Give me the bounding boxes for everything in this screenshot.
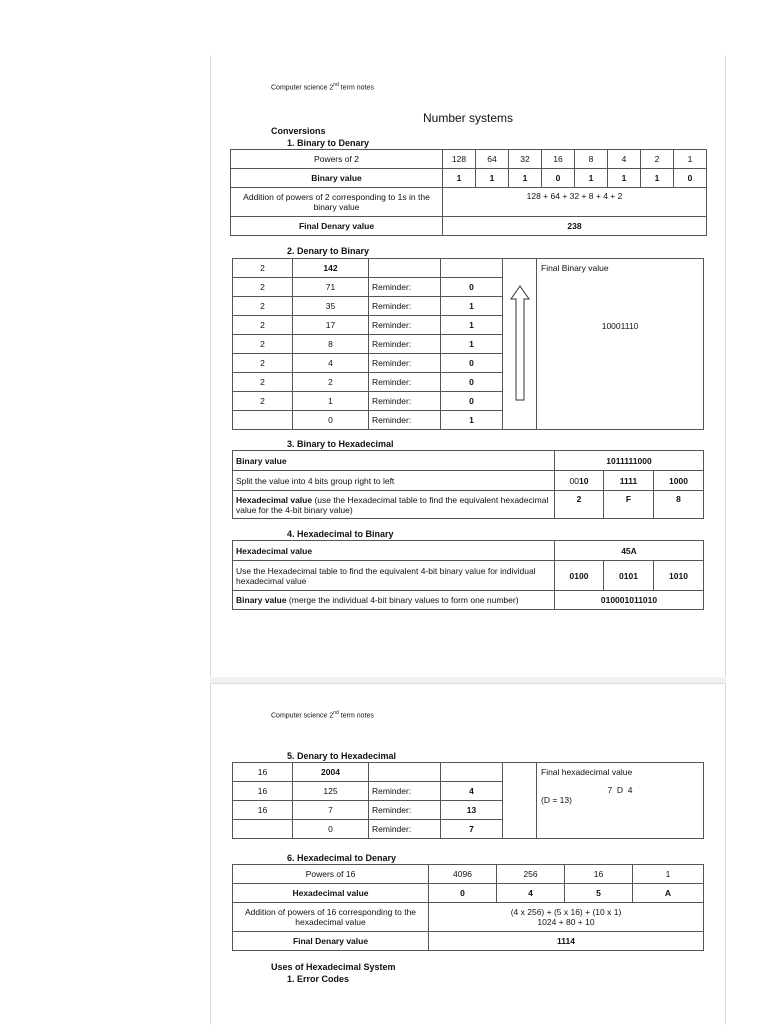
quotient-cell: 7 (293, 801, 369, 820)
denary-to-hex-table (232, 762, 704, 839)
bit-cell: 1 (575, 169, 608, 188)
powers-row (231, 150, 707, 169)
bit-cell: 1 (509, 169, 542, 188)
final-row (233, 932, 704, 951)
reminder-label: Reminder: (369, 316, 441, 335)
group-cell (555, 471, 604, 491)
page-header-note (271, 82, 374, 91)
reminder-value: 0 (441, 373, 503, 392)
bit-cell: 1 (608, 169, 641, 188)
addition-value: 128 + 64 + 32 + 8 + 4 + 2 (443, 188, 707, 217)
divisor-cell: 16 (233, 801, 293, 820)
quotient-cell: 2004 (293, 763, 369, 782)
bit-cell: 1 (641, 169, 674, 188)
header-suffix: term notes (338, 84, 374, 92)
final-hex-cell (537, 763, 704, 839)
final-binary-label: Final Binary value (541, 263, 609, 273)
division-row (233, 763, 704, 782)
quotient-cell: 71 (293, 278, 369, 297)
hex-value-label-bold: Hexadecimal value (236, 494, 313, 505)
binary-value-row (233, 451, 704, 471)
quotient-cell: 2 (293, 373, 369, 392)
header-text: Computer science 2 (271, 84, 334, 92)
reminder-value (441, 763, 503, 782)
divisor-cell: 2 (233, 297, 293, 316)
final-binary-cell (537, 259, 704, 430)
nibble-cell: 1010 (654, 561, 704, 591)
reminder-value: 1 (441, 297, 503, 316)
power-cell: 256 (497, 865, 565, 884)
final-label: Final Denary value (233, 932, 429, 951)
final-label: Final Denary value (231, 217, 443, 236)
quotient-cell: 35 (293, 297, 369, 316)
quotient-cell: 125 (293, 782, 369, 801)
reminder-value: 0 (441, 278, 503, 297)
final-value: 1114 (429, 932, 704, 951)
divisor-cell (233, 411, 293, 430)
addition-line-2: 1024 + 80 + 10 (537, 917, 595, 927)
page-header-note (271, 710, 374, 719)
powers-label: Powers of 2 (231, 150, 443, 169)
reminder-value: 0 (441, 392, 503, 411)
section-heading-binary-to-hex: 3. Binary to Hexadecimal (287, 439, 394, 449)
division-row (233, 259, 704, 278)
quotient-cell: 0 (293, 820, 369, 839)
blank-column (503, 763, 537, 839)
hex-digit-cell: F (604, 491, 654, 519)
section-heading-hex-to-denary: 6. Hexadecimal to Denary (287, 853, 397, 863)
split-row (233, 471, 704, 491)
divisor-cell: 16 (233, 763, 293, 782)
reminder-label: Reminder: (369, 782, 441, 801)
reminder-label: Reminder: (369, 820, 441, 839)
header-sup: nd (333, 710, 339, 716)
section-heading-denary-to-binary: 2. Denary to Binary (287, 246, 370, 256)
group-digits: 10 (579, 475, 589, 486)
reminder-value: 7 (441, 820, 503, 839)
hex-digit-cell: 0 (429, 884, 497, 903)
hex-digit-row (233, 884, 704, 903)
power-cell: 16 (542, 150, 575, 169)
divisor-cell: 16 (233, 782, 293, 801)
reminder-value (441, 259, 503, 278)
divisor-cell: 2 (233, 278, 293, 297)
addition-row (233, 903, 704, 932)
hex-digit-cell: 4 (497, 884, 565, 903)
use-table-label: Use the Hexadecimal table to find the equivalent 4-bit binary value for individual hexadecimal value (233, 561, 555, 591)
power-cell: 4 (608, 150, 641, 169)
bit-cell: 0 (542, 169, 575, 188)
power-cell: 16 (565, 865, 633, 884)
powers-row (233, 865, 704, 884)
power-cell: 2 (641, 150, 674, 169)
bit-cell: 1 (443, 169, 476, 188)
section-heading-denary-to-hex: 5. Denary to Hexadecimal (287, 751, 397, 761)
power-cell: 4096 (429, 865, 497, 884)
split-label: Split the value into 4 bits group right to left (233, 471, 555, 491)
final-row (231, 217, 707, 236)
final-binary-value: 10001110 (601, 321, 639, 331)
hex-value-label (233, 491, 555, 519)
hex-digit-cell: 2 (555, 491, 604, 519)
hex-value-label: Hexadecimal value (233, 884, 429, 903)
nibble-cell: 0100 (555, 561, 604, 591)
reminder-value: 1 (441, 335, 503, 354)
powers-label: Powers of 16 (233, 865, 429, 884)
header-suffix: term notes (338, 712, 374, 720)
addition-label: Addition of powers of 2 corresponding to 1s in the binary value (231, 188, 443, 217)
reminder-label: Reminder: (369, 278, 441, 297)
binary-value-row (233, 591, 704, 610)
reminder-value: 13 (441, 801, 503, 820)
binary-value: 1011111000 (555, 451, 704, 471)
binary-to-denary-table (230, 149, 707, 236)
hex-to-denary-table (232, 864, 704, 951)
power-cell: 64 (476, 150, 509, 169)
divisor-cell: 2 (233, 354, 293, 373)
reminder-label: Reminder: (369, 354, 441, 373)
quotient-cell: 17 (293, 316, 369, 335)
up-arrow-icon (509, 284, 531, 404)
hex-digit-cell: 5 (565, 884, 633, 903)
arrow-column (503, 259, 537, 430)
hex-value-row (233, 491, 704, 519)
nibble-row (233, 561, 704, 591)
reminder-value: 0 (441, 354, 503, 373)
hex-digit-cell: A (633, 884, 704, 903)
power-cell: 1 (633, 865, 704, 884)
denary-to-binary-table (232, 258, 704, 430)
quotient-cell: 8 (293, 335, 369, 354)
quotient-cell: 142 (293, 259, 369, 278)
divisor-cell: 2 (233, 392, 293, 411)
reminder-label (369, 763, 441, 782)
divisor-cell: 2 (233, 335, 293, 354)
reminder-label (369, 259, 441, 278)
binary-value-label-rest: (merge the individual 4-bit binary values to form one number) (286, 595, 519, 605)
uses-item-error-codes: 1. Error Codes (287, 974, 350, 982)
hex-to-binary-table (232, 540, 704, 610)
hex-value: 45A (555, 541, 704, 561)
uses-heading: Uses of Hexadecimal System (271, 962, 396, 972)
addition-value (429, 903, 704, 932)
binary-to-hex-table (232, 450, 704, 519)
addition-row (231, 188, 707, 217)
page-title: Number systems (423, 111, 514, 125)
header-sup: nd (333, 82, 339, 88)
power-cell: 8 (575, 150, 608, 169)
quotient-cell: 0 (293, 411, 369, 430)
reminder-value: 1 (441, 316, 503, 335)
binary-value-label: Binary value (233, 451, 555, 471)
binary-value-label (233, 591, 555, 610)
divisor-cell: 2 (233, 259, 293, 278)
hex-note: (D = 13) (541, 795, 572, 805)
quotient-cell: 1 (293, 392, 369, 411)
reminder-label: Reminder: (369, 801, 441, 820)
binary-row (231, 169, 707, 188)
final-hex-label: Final hexadecimal value (541, 767, 633, 777)
hex-value-row (233, 541, 704, 561)
reminder-label: Reminder: (369, 392, 441, 411)
bit-cell: 1 (476, 169, 509, 188)
header-text: Computer science 2 (271, 712, 334, 720)
power-cell: 128 (443, 150, 476, 169)
addition-line-1: (4 x 256) + (5 x 16) + (10 x 1) (510, 907, 622, 917)
group-padding: 00 (569, 475, 579, 486)
quotient-cell: 4 (293, 354, 369, 373)
final-value: 238 (443, 217, 707, 236)
nibble-cell: 0101 (604, 561, 654, 591)
reminder-value: 4 (441, 782, 503, 801)
section-heading-binary-to-denary: 1. Binary to Denary (287, 138, 370, 148)
power-cell: 32 (509, 150, 542, 169)
divisor-cell: 2 (233, 373, 293, 392)
group-cell: 1000 (654, 471, 704, 491)
section-heading-hex-to-binary: 4. Hexadecimal to Binary (287, 529, 394, 539)
bit-cell: 0 (674, 169, 707, 188)
reminder-label: Reminder: (369, 297, 441, 316)
binary-value-label-bold: Binary value (236, 595, 287, 605)
reminder-label: Reminder: (369, 373, 441, 392)
conversions-heading: Conversions (271, 126, 326, 136)
hex-value-label: Hexadecimal value (233, 541, 555, 561)
reminder-label: Reminder: (369, 335, 441, 354)
hex-digit-cell: 8 (654, 491, 704, 519)
reminder-label: Reminder: (369, 411, 441, 430)
hex-value-label-rest: (use the Hexadecimal table to find the equivalent hexadecimal value for the 4-bit binary value) (236, 494, 549, 515)
power-cell: 1 (674, 150, 707, 169)
addition-label: Addition of powers of 16 corresponding to the hexadecimal value (233, 903, 429, 932)
divisor-cell (233, 820, 293, 839)
reminder-value: 1 (441, 411, 503, 430)
binary-label: Binary value (231, 169, 443, 188)
binary-value: 010001011010 (555, 591, 704, 610)
final-hex-value: 7 D 4 (607, 785, 633, 795)
group-cell: 1111 (604, 471, 654, 491)
divisor-cell: 2 (233, 316, 293, 335)
